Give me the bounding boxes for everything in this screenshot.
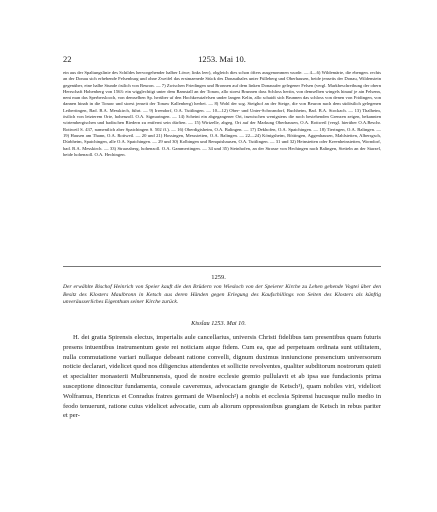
page-number: 22: [63, 54, 72, 64]
dateline: Kisslau 1253. Mai 10.: [191, 320, 246, 327]
page-header: [63, 54, 381, 66]
document-number: 1259.: [211, 274, 226, 281]
running-head: 1253. Mai 10.: [198, 54, 246, 64]
main-text: [63, 333, 381, 421]
regest-summary: Der erwählte Bischof Heinrich von Speier kauft die den Brüdern von Wiesloch von der Speierer Kirche zu Lehen gehende Vogtei über den Besitz des Klosters Maulbronn in Ketsch aus deren Händen gegen Erlegung des Kaufschillings von Seiten des Klosters als künftig unveräusserliches Eigenthum seiner Kirche zurück.: [63, 284, 381, 306]
main-paragraph: H. dei gratia Spirensis electus, imperialis aule cancellarius, universis Christi fidelibus tam presentibus quam futuris presens intuentibus instrumentum geste rei noticiam atque fidem. Cum ea, que ad perpetuam ordinata sunt utilitatem, nulla commutatione variari nullaque debeant ratione convelli, dignum duximus inniuncione presencium universorum noticie declarari, videlicet quod nos diligencius attendentes et sollicite revolventes, qualiter subditorum nostrorum quieti et specialiter monasterii Mulbrunnensis, quod de nostre ecclesie gremio pullulavit et ab ipsa sue fundacionis prima susceptione dinoscitur fundamenta, consule caveremus, advocaciam grangie de Ketsch¹), quam nobiles viri, videlicet Wolframus, Henricus et Conradus fratres germani de Wisenloch²) a nobis et ecclesia Spirensi hucusque nullo medio in feodo tenuerunt, ratione cuius videlicet advocatie, cum ab aliorum oppressionibus grangiam de Ketsch in rebus pariter et per-: [63, 334, 381, 420]
section-divider: [63, 266, 381, 267]
footnotes-block: ein aus der Spaltungslinie des Schildes hervorgehender halber Löwe; links leer), obgleich dies schon öfters ausgenommen wurde. — 4—6) Wildemärte, die ebengen. rechts an der Donau sich erhebende Felsenburg und ohne Zweifel das erstmaenede Stück des Donauthales unter Fülleberg und Oberhausen, beide jenseits der Donau, Wildenstein gegenüber, eine halbe Stunde östlich von Beuron. — 7) Zwischen Friedingen und Bronnen auf dem linken Donauufer gelegener Felsen (vergl. Markbeschreibung der obern Herrschaft Hohenberg von 1563: ein wigglechtigt unter dem Ramstall an der Tonaw, allo stoest Brunnen dass Schloss hertin, von demselben wingels hinauf je ain Felsenn, nent man das Sperberslooch, von demselben Sp. herüber uf den Hochkreutzfelsen under langen Kelin, allo schaidt sich Brunnen das schloss von denen von Fridingen, von dannen hinab in die Tonaw und stoest jenseit der Tonaw Kallenberg) herbei. — 8) Wohl der sog. Steighof an der Steige, die von Beuron nach dem südöstlich gelegenen Leibertingen, Bad. B.A. Messkirch, führt. — 9) Irrendorf, O.A. Tuttlingen. — 10—12) Ober- und Unter-Schwandorf, Buchheim, Bad. B.A. Stockach. — 13) Thalheim, östlich von letzterem Orte, hohenzoll. O.A. Sigmaringen. — 14) Scheint ein abgegangener Ort, inzwischen wenigstens die noch bestehenden Grenzen zeigen, bekannten wirtembergischen und badischen Riedern zu entfernt sein dürften. — 15) Wirtzelle, abgeg. Ort auf der Markung Oberhausen, O.A. Rottweil (vergl. hierüber O.A.Beschr. Rottweil S. 437, namentlich aber Spaichingen S. 502 ff.). — 16) Oberdigisheim, O.A. Balingen. — 17) Dekhofen, O.A. Spaichingen. — 18) Tieringen, O.A. Balingen. — 19) Hausen am Thann, O.A. Rottweil. — 20 und 21) Hossingen, Messstetten, O.A. Balingen. — 22—24) Königsheim, Böttingen, Aggenhausen, Mahlstetten, Albersgsch, Dürbheim, Spaichingen, alle O.A. Spaichingen. — 29 und 30) Kolbingen und Renquishausen, O.A. Tuttlingen. — 31 und 32) Heinstetten oder Kreenheinstetten, Worndorf, bad. B.A. Messkirch. — 33) Straassberg, hohenzoll. O.A. Gammertingen. — 34 und 35) Steinhofen, an der Strasse von Hechingen nach Balingen, Stetteln an der Starzel, beide hohenzoll. O.A. Hechingen.: [63, 70, 381, 157]
